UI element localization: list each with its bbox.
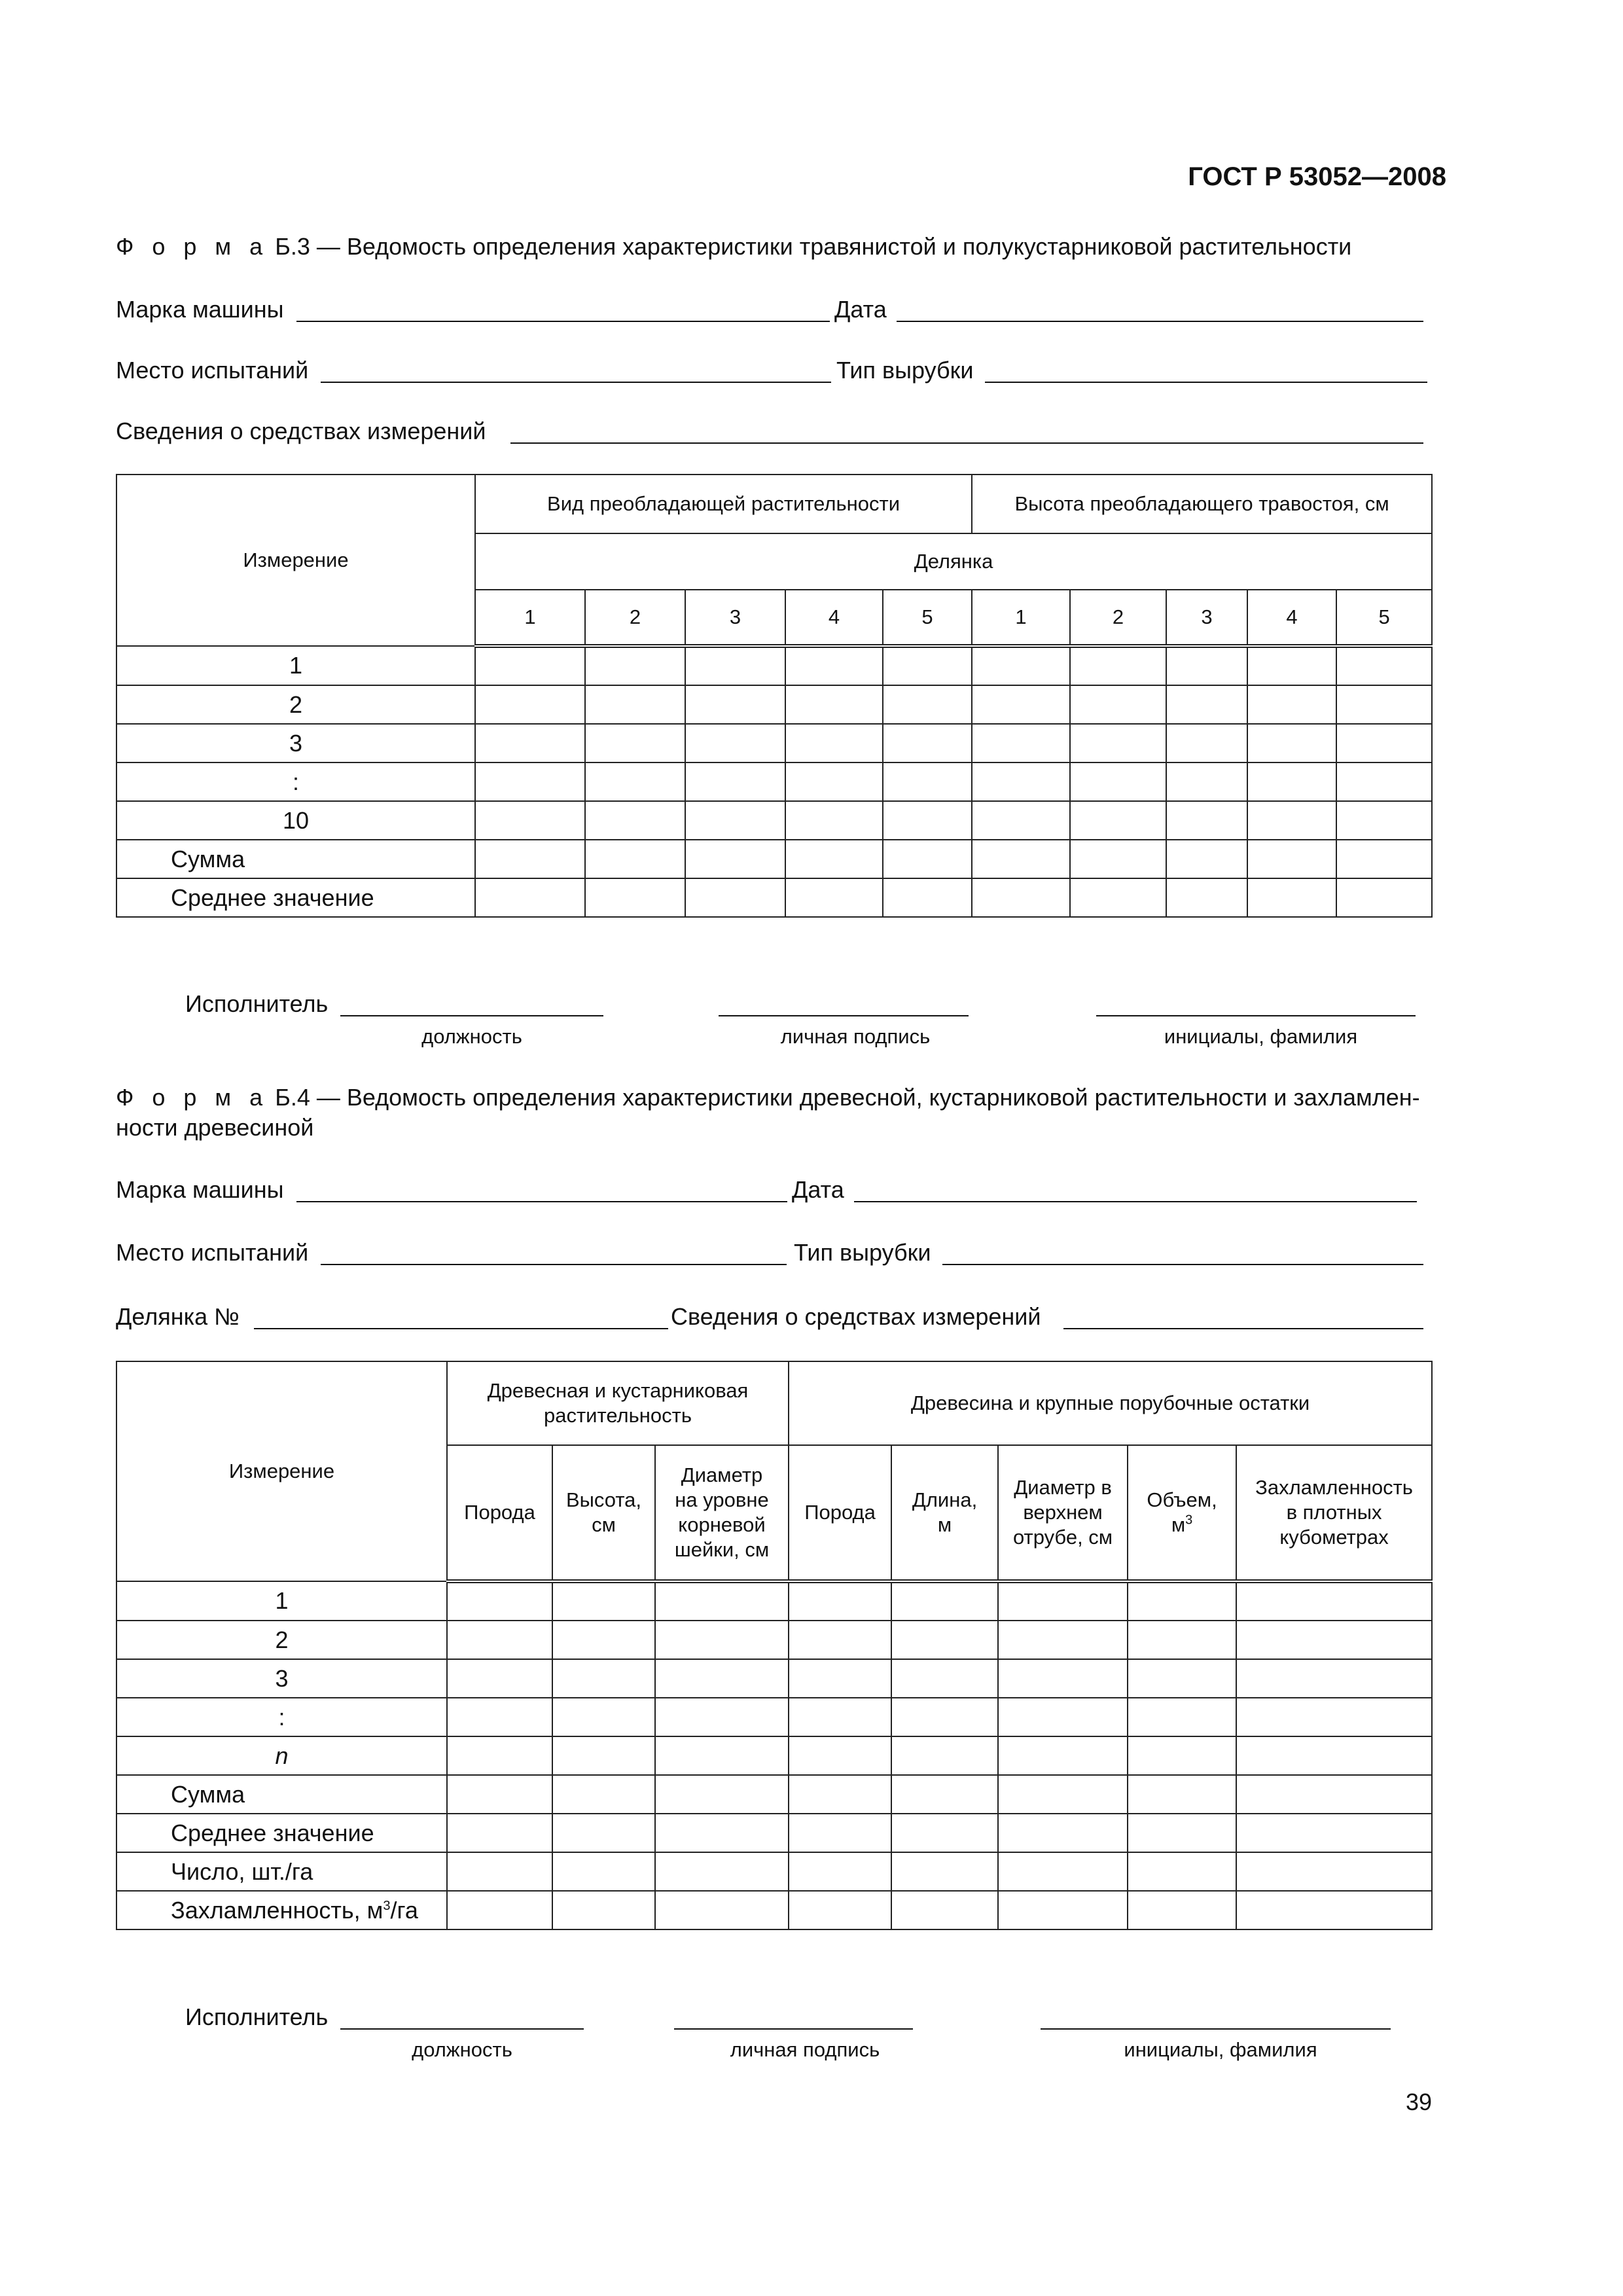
plot-number: 2	[1070, 590, 1166, 646]
plot-number: 1	[475, 590, 585, 646]
table-row	[116, 1581, 1432, 1621]
table-row	[116, 724, 1432, 762]
row-label: :	[116, 1698, 447, 1736]
signature-caption-position: должность	[412, 2038, 512, 2061]
header-plot: Делянка	[475, 533, 1432, 590]
field-line-instruments[interactable]	[510, 442, 1423, 444]
plot-number: 1	[972, 590, 1070, 646]
row-label-clutter	[116, 1891, 447, 1929]
row-label-mean: Среднее значение	[116, 878, 475, 917]
plot-number: 5	[883, 590, 972, 646]
form-prefix: Ф о р м а	[116, 1084, 269, 1111]
table-row	[116, 685, 1432, 724]
signature-line-signature[interactable]	[674, 2028, 913, 2030]
signature-line-name[interactable]	[1096, 1015, 1416, 1016]
field-label-cut-type: Тип вырубки	[836, 357, 974, 384]
field-label-cut-type: Тип вырубки	[794, 1239, 931, 1266]
signature-line-name[interactable]	[1041, 2028, 1391, 2030]
table-row	[116, 1736, 1432, 1775]
col-volume-text: Объем, м	[1147, 1488, 1217, 1536]
plot-number: 5	[1336, 590, 1432, 646]
col-length: Длина, м	[891, 1445, 998, 1581]
plot-number: 2	[585, 590, 685, 646]
row-label-sum: Сумма	[116, 1775, 447, 1814]
signature-caption-position: должность	[421, 1025, 522, 1048]
signature-caption-signature: личная подпись	[780, 1025, 931, 1048]
row-label-sum: Сумма	[116, 840, 475, 878]
field-label-instruments: Сведения о средствах измерений	[116, 418, 486, 444]
form-b4-table	[116, 1361, 1433, 1930]
table-row-clutter	[116, 1891, 1432, 1929]
row-label: 10	[116, 801, 475, 840]
field-line-place[interactable]	[321, 1264, 787, 1265]
row-label-clutter-exponent: 3	[383, 1898, 391, 1913]
field-label-instruments: Сведения о средствах измерений	[671, 1303, 1041, 1330]
plot-number: 3	[1166, 590, 1247, 646]
row-label: 2	[116, 685, 475, 724]
field-label-place: Место испытаний	[116, 357, 309, 384]
header-measurement: Измерение	[116, 475, 475, 646]
col-species: Порода	[447, 1445, 552, 1581]
row-label: 3	[116, 1659, 447, 1698]
field-label-machine: Марка машины	[116, 1176, 284, 1203]
row-label: 3	[116, 724, 475, 762]
signature-caption-name: инициалы, фамилия	[1164, 1025, 1358, 1048]
table-row-mean	[116, 878, 1432, 917]
field-line-place[interactable]	[321, 382, 831, 383]
header-grass-height: Высота преобладающего травостоя, см	[972, 475, 1432, 533]
col-root-diameter: Диаметр на уровне корневой шейки, см	[655, 1445, 789, 1581]
table-row-count	[116, 1852, 1432, 1891]
row-label: 1	[116, 646, 475, 685]
col-volume-exponent: 3	[1185, 1513, 1193, 1528]
field-label-date: Дата	[792, 1176, 844, 1203]
col-volume	[1128, 1445, 1236, 1581]
col-species: Порода	[789, 1445, 891, 1581]
header-wood-residues: Древесина и крупные порубочные остатки	[789, 1361, 1432, 1445]
table-row	[116, 762, 1432, 801]
form-title-text: Б.4 — Ведомость определения характеристики древесной, кустарниковой растительности и захламлен-	[275, 1084, 1420, 1111]
document-standard-number: ГОСТ Р 53052—2008	[1188, 162, 1446, 191]
field-label-date: Дата	[834, 296, 887, 323]
table-row-mean	[116, 1814, 1432, 1852]
form-title-text: Б.3 — Ведомость определения характеристики травянистой и полукустарниковой растительности	[275, 233, 1352, 260]
plot-number: 3	[685, 590, 785, 646]
signature-performer-label: Исполнитель	[185, 990, 329, 1017]
field-line-machine[interactable]	[296, 1201, 787, 1202]
table-row	[116, 1621, 1432, 1659]
form-b3-title	[116, 232, 1351, 261]
table-row	[116, 1659, 1432, 1698]
field-line-plot-number[interactable]	[254, 1328, 668, 1329]
row-label-mean: Среднее значение	[116, 1814, 447, 1852]
plot-number: 4	[1247, 590, 1336, 646]
row-label-clutter-unit: /га	[390, 1896, 418, 1924]
form-b4-title	[116, 1083, 1420, 1112]
field-line-instruments[interactable]	[1063, 1328, 1423, 1329]
field-line-date[interactable]	[854, 1201, 1417, 1202]
signature-performer-label: Исполнитель	[185, 2003, 329, 2030]
form-b3-table	[116, 474, 1433, 918]
signature-line-position[interactable]	[340, 1015, 603, 1016]
signature-caption-name: инициалы, фамилия	[1124, 2038, 1317, 2061]
field-line-machine[interactable]	[296, 321, 830, 322]
header-vegetation-type: Вид преобладающей растительности	[475, 475, 972, 533]
plot-number: 4	[785, 590, 883, 646]
page-number: 39	[1405, 2089, 1432, 2115]
row-label-count: Число, шт./га	[116, 1852, 447, 1891]
field-label-machine: Марка машины	[116, 296, 284, 323]
field-line-date[interactable]	[897, 321, 1423, 322]
table-row-sum	[116, 1775, 1432, 1814]
row-label: 1	[116, 1581, 447, 1621]
form-prefix: Ф о р м а	[116, 233, 269, 260]
col-clutter: Захламленность в плотных кубометрах	[1236, 1445, 1432, 1581]
col-top-diameter: Диаметр в верхнем отрубе, см	[998, 1445, 1128, 1581]
field-line-cut-type[interactable]	[942, 1264, 1423, 1265]
table-row	[116, 1698, 1432, 1736]
signature-line-position[interactable]	[340, 2028, 584, 2030]
form-b4-title-cont: ности древесиной	[116, 1114, 314, 1141]
signature-caption-signature: личная подпись	[730, 2038, 880, 2061]
table-row-sum	[116, 840, 1432, 878]
field-label-place: Место испытаний	[116, 1239, 309, 1266]
row-label: :	[116, 762, 475, 801]
table-row	[116, 646, 1432, 685]
header-measurement: Измерение	[116, 1361, 447, 1581]
row-label: n	[116, 1736, 447, 1775]
table-row	[116, 801, 1432, 840]
field-line-cut-type[interactable]	[985, 382, 1427, 383]
row-label-clutter-text: Захламленность, м	[171, 1896, 383, 1924]
col-height: Высота, см	[552, 1445, 655, 1581]
signature-line-signature[interactable]	[719, 1015, 969, 1016]
field-label-plot-number: Делянка №	[116, 1303, 240, 1330]
header-tree-shrub-vegetation: Древесная и кустарниковая растительность	[447, 1361, 789, 1445]
row-label: 2	[116, 1621, 447, 1659]
